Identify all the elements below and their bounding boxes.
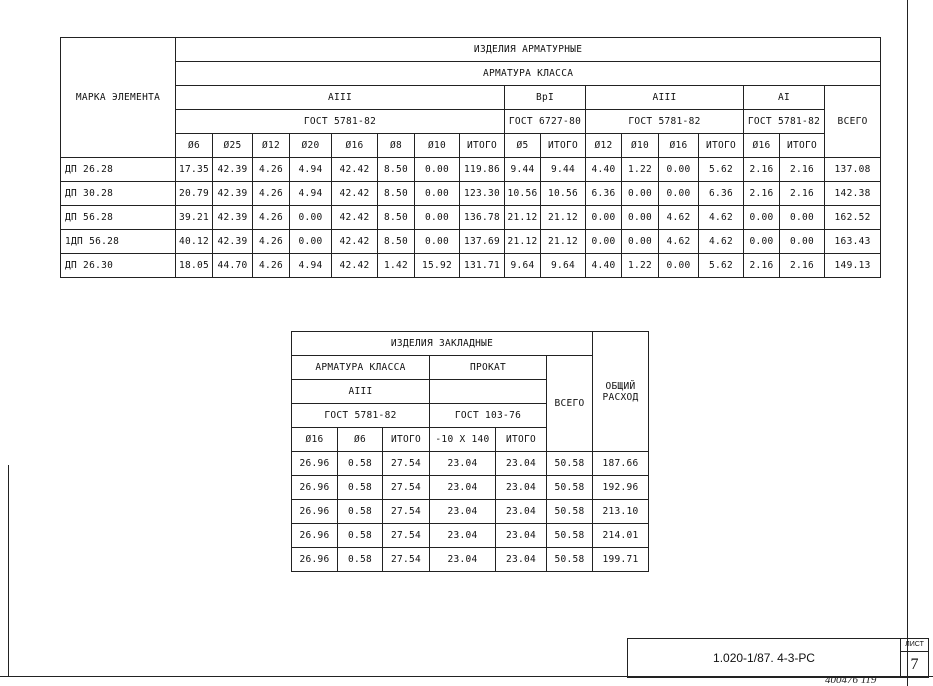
- table-cell: 40.12: [176, 230, 213, 254]
- table-cell: 4.26: [253, 182, 290, 206]
- table2-total-header: ВСЕГО: [547, 356, 593, 452]
- table-row: [61, 254, 881, 278]
- table-cell: 119.86: [460, 158, 505, 182]
- table-cell: 9.44: [505, 158, 541, 182]
- table-cell: 0.00: [780, 230, 825, 254]
- column-header: Ø10: [415, 134, 460, 158]
- column-header: ИТОГО: [541, 134, 586, 158]
- table-cell: 15.92: [415, 254, 460, 278]
- general-consumption-header: [593, 332, 649, 452]
- table-cell: 1.22: [622, 254, 659, 278]
- table1-title: ИЗДЕЛИЯ АРМАТУРНЫЕ: [176, 38, 881, 62]
- table-cell: 192.96: [593, 476, 649, 500]
- table-cell: 27.54: [383, 476, 430, 500]
- table-row: [61, 230, 881, 254]
- column-header: Ø20: [290, 134, 332, 158]
- table-cell: 42.39: [213, 182, 253, 206]
- reinforcement-products-table: [60, 37, 881, 278]
- table-cell: 0.58: [338, 548, 383, 572]
- table-row: [292, 476, 649, 500]
- table-cell: 0.00: [659, 254, 699, 278]
- table-cell: 23.04: [430, 524, 496, 548]
- table-cell: 0.00: [290, 206, 332, 230]
- prokat-header: ПРОКАТ: [430, 356, 547, 380]
- table-cell: 199.71: [593, 548, 649, 572]
- table-cell: 4.94: [290, 254, 332, 278]
- table-cell: 123.30: [460, 182, 505, 206]
- table-cell: 137.08: [825, 158, 881, 182]
- table-cell: 4.94: [290, 158, 332, 182]
- mark-header: МАРКА ЭЛЕМЕНТА: [61, 38, 176, 158]
- table-cell: 42.39: [213, 206, 253, 230]
- table-row: [61, 206, 881, 230]
- table-cell: 50.58: [547, 548, 593, 572]
- table-cell: 42.42: [332, 158, 378, 182]
- table-cell: 23.04: [430, 476, 496, 500]
- table-cell: 137.69: [460, 230, 505, 254]
- table-cell: 42.39: [213, 230, 253, 254]
- table-cell: 2.16: [744, 254, 780, 278]
- table-cell: 23.04: [496, 548, 547, 572]
- armatura-header: АРМАТУРА КЛАССА: [292, 356, 430, 380]
- column-header: Ø16: [332, 134, 378, 158]
- table-cell: 23.04: [496, 500, 547, 524]
- table-cell: 26.96: [292, 524, 338, 548]
- table-cell: 4.62: [699, 230, 744, 254]
- general-header-line2: РАСХОД: [602, 391, 639, 403]
- table-cell: 4.40: [586, 158, 622, 182]
- table-cell: 17.35: [176, 158, 213, 182]
- table-cell: 4.26: [253, 230, 290, 254]
- table-cell: 0.58: [338, 524, 383, 548]
- column-header: Ø6: [338, 428, 383, 452]
- group-class: ВрI: [505, 86, 586, 110]
- element-mark: 1ДП 56.28: [61, 230, 176, 254]
- group-gost: ГОСТ 5781-82: [176, 110, 505, 134]
- frame-right-line: [907, 0, 908, 686]
- column-header: -10 X 140: [430, 428, 496, 452]
- group-class: АIII: [176, 86, 505, 110]
- table-cell: 2.16: [744, 182, 780, 206]
- column-header: ИТОГО: [383, 428, 430, 452]
- table-cell: 20.79: [176, 182, 213, 206]
- table-cell: 4.26: [253, 206, 290, 230]
- table-cell: 0.00: [622, 182, 659, 206]
- table-cell: 0.00: [659, 182, 699, 206]
- table-cell: 0.00: [586, 206, 622, 230]
- table-cell: 10.56: [541, 182, 586, 206]
- table-cell: 163.43: [825, 230, 881, 254]
- table-cell: 42.39: [213, 158, 253, 182]
- table-cell: 6.36: [699, 182, 744, 206]
- table2-gost: ГОСТ 5781-82: [292, 404, 430, 428]
- column-header: Ø25: [213, 134, 253, 158]
- column-header: ИТОГО: [780, 134, 825, 158]
- column-header: Ø16: [659, 134, 699, 158]
- table-cell: 21.12: [505, 206, 541, 230]
- column-header: Ø10: [622, 134, 659, 158]
- table-cell: 1.22: [622, 158, 659, 182]
- table-cell: 162.52: [825, 206, 881, 230]
- table-cell: 0.00: [415, 230, 460, 254]
- table-cell: 8.50: [378, 158, 415, 182]
- table-cell: 131.71: [460, 254, 505, 278]
- table-cell: 23.04: [496, 476, 547, 500]
- table-cell: 214.01: [593, 524, 649, 548]
- prokat-empty: [430, 380, 547, 404]
- table-row: [292, 548, 649, 572]
- table-cell: 8.50: [378, 206, 415, 230]
- table-cell: 0.58: [338, 476, 383, 500]
- table-cell: 27.54: [383, 524, 430, 548]
- title-block-stamp: [627, 638, 929, 678]
- column-header: ИТОГО: [496, 428, 547, 452]
- table-cell: 27.54: [383, 452, 430, 476]
- table-cell: 9.44: [541, 158, 586, 182]
- table-cell: 0.58: [338, 500, 383, 524]
- table-cell: 5.62: [699, 254, 744, 278]
- column-header: Ø12: [253, 134, 290, 158]
- element-mark: ДП 56.28: [61, 206, 176, 230]
- table-cell: 26.96: [292, 452, 338, 476]
- general-header-line1: ОБЩИЙ: [605, 380, 636, 392]
- table-row: [292, 500, 649, 524]
- table-cell: 4.62: [659, 206, 699, 230]
- table-cell: 0.00: [622, 206, 659, 230]
- group-gost: ГОСТ 6727-80: [505, 110, 586, 134]
- group-class: АIII: [586, 86, 744, 110]
- table2-title: ИЗДЕЛИЯ ЗАКЛАДНЫЕ: [292, 332, 593, 356]
- table-cell: 0.00: [744, 230, 780, 254]
- table-cell: 8.50: [378, 182, 415, 206]
- inventory-number: 400476 119: [825, 674, 877, 686]
- table-cell: 23.04: [496, 452, 547, 476]
- table-row: [292, 452, 649, 476]
- element-mark: ДП 30.28: [61, 182, 176, 206]
- document-code: 1.020-1/87. 4-3-РС: [713, 651, 815, 665]
- table-cell: 42.42: [332, 230, 378, 254]
- table-cell: 0.00: [586, 230, 622, 254]
- embedded-products-table: [291, 331, 649, 572]
- table-row: [292, 524, 649, 548]
- sheet-number: 7: [910, 656, 919, 673]
- table-cell: 213.10: [593, 500, 649, 524]
- element-mark: ДП 26.30: [61, 254, 176, 278]
- table-cell: 0.58: [338, 452, 383, 476]
- table-cell: 42.42: [332, 254, 378, 278]
- table-cell: 4.62: [659, 230, 699, 254]
- table-cell: 50.58: [547, 452, 593, 476]
- table-cell: 142.38: [825, 182, 881, 206]
- table-cell: 42.42: [332, 206, 378, 230]
- table-cell: 2.16: [780, 182, 825, 206]
- table-cell: 0.00: [622, 230, 659, 254]
- column-header: Ø5: [505, 134, 541, 158]
- table-cell: 149.13: [825, 254, 881, 278]
- table-cell: 23.04: [430, 548, 496, 572]
- table-cell: 0.00: [780, 206, 825, 230]
- table1-subtitle: АРМАТУРА КЛАССА: [176, 62, 881, 86]
- group-class: АI: [744, 86, 825, 110]
- column-header: Ø8: [378, 134, 415, 158]
- table-cell: 26.96: [292, 500, 338, 524]
- table-cell: 1.42: [378, 254, 415, 278]
- table-cell: 2.16: [780, 254, 825, 278]
- column-header: Ø6: [176, 134, 213, 158]
- table-cell: 21.12: [541, 206, 586, 230]
- table2-class: АIII: [292, 380, 430, 404]
- group-gost: ГОСТ 5781-82: [744, 110, 825, 134]
- column-header: Ø16: [744, 134, 780, 158]
- table-cell: 2.16: [744, 158, 780, 182]
- table-cell: 21.12: [505, 230, 541, 254]
- prokat-gost: ГОСТ 103-76: [430, 404, 547, 428]
- table-cell: 0.00: [415, 182, 460, 206]
- table-cell: 0.00: [744, 206, 780, 230]
- table-cell: 23.04: [430, 500, 496, 524]
- column-header: ИТОГО: [699, 134, 744, 158]
- frame-left-tick: [8, 465, 9, 676]
- table-cell: 50.58: [547, 476, 593, 500]
- table-cell: 26.96: [292, 476, 338, 500]
- table-cell: 9.64: [505, 254, 541, 278]
- table-cell: 23.04: [430, 452, 496, 476]
- column-header: Ø12: [586, 134, 622, 158]
- table-cell: 42.42: [332, 182, 378, 206]
- table-cell: 187.66: [593, 452, 649, 476]
- group-gost: ГОСТ 5781-82: [586, 110, 744, 134]
- table-cell: 27.54: [383, 500, 430, 524]
- table-row: [61, 182, 881, 206]
- table-cell: 44.70: [213, 254, 253, 278]
- table-cell: 136.78: [460, 206, 505, 230]
- element-mark: ДП 26.28: [61, 158, 176, 182]
- table-cell: 0.00: [415, 206, 460, 230]
- table-cell: 23.04: [496, 524, 547, 548]
- sheet-label: ЛИСТ: [905, 641, 924, 648]
- table-cell: 2.16: [780, 158, 825, 182]
- table-cell: 5.62: [699, 158, 744, 182]
- table-cell: 8.50: [378, 230, 415, 254]
- table-cell: 4.94: [290, 182, 332, 206]
- table-cell: 9.64: [541, 254, 586, 278]
- table-cell: 0.00: [290, 230, 332, 254]
- table-cell: 26.96: [292, 548, 338, 572]
- table-row: [61, 158, 881, 182]
- table-cell: 4.26: [253, 158, 290, 182]
- table-cell: 27.54: [383, 548, 430, 572]
- table-cell: 4.26: [253, 254, 290, 278]
- table-cell: 21.12: [541, 230, 586, 254]
- table-cell: 0.00: [659, 158, 699, 182]
- table-cell: 50.58: [547, 524, 593, 548]
- table-cell: 6.36: [586, 182, 622, 206]
- column-header: Ø16: [292, 428, 338, 452]
- table-cell: 18.05: [176, 254, 213, 278]
- table-cell: 0.00: [415, 158, 460, 182]
- table-cell: 39.21: [176, 206, 213, 230]
- table-cell: 4.62: [699, 206, 744, 230]
- table-cell: 50.58: [547, 500, 593, 524]
- column-header: ИТОГО: [460, 134, 505, 158]
- table-cell: 10.56: [505, 182, 541, 206]
- total-header: ВСЕГО: [825, 86, 881, 158]
- table-cell: 4.40: [586, 254, 622, 278]
